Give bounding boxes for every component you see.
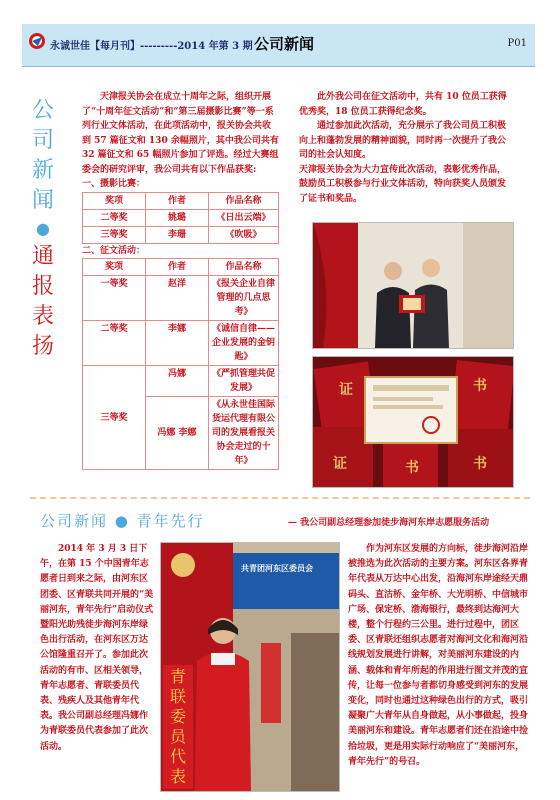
work-cell: 《日出云端》 (209, 209, 279, 226)
col-award: 奖项 (83, 259, 146, 276)
author-cell: 赵洋 (146, 276, 209, 321)
award-ceremony-photo (312, 222, 514, 349)
section2-left-text (40, 542, 155, 755)
article-right-column (299, 90, 511, 206)
award-cell: 二等奖 (83, 321, 146, 366)
essay-award-table (82, 258, 279, 470)
sign-char: 青 (169, 667, 186, 686)
work-cell: 《严抓管理共促发展》 (209, 366, 279, 397)
certificates-photo (312, 356, 514, 488)
sign-char: 员 (169, 727, 186, 746)
sign-char: 代 (169, 747, 186, 766)
photo-award-table (82, 192, 279, 244)
work-cell: 《吹吸》 (209, 226, 279, 243)
author-cell: 冯娜 李娜 (146, 397, 209, 470)
author-cell: 冯娜 (146, 366, 209, 397)
vertical-char: 闻 (31, 188, 54, 213)
sign-char: 委 (169, 707, 186, 726)
vertical-char: 新 (31, 158, 54, 183)
representative-sign (163, 665, 193, 789)
page-number: P01 (507, 38, 527, 49)
sign-char: 表 (169, 767, 186, 786)
article-left-column (82, 90, 279, 470)
brand-issue: 永诚世佳【每月刊】---------2014 年第 3 期 (50, 41, 253, 52)
col-work: 作品名称 (209, 259, 279, 276)
col-work: 作品名称 (209, 192, 279, 209)
certificate-char: 证 (333, 456, 347, 472)
certificate-char: 书 (473, 456, 487, 472)
vertical-char: 表 (31, 304, 54, 329)
award-cell: 二等奖 (83, 209, 146, 226)
section2-subtitle: — 我公司副总经理参加徒步海河东岸志愿服务活动 (288, 518, 490, 528)
paragraph: 此外我公司在征文活动中，共有 10 位员工获得优秀奖，18 位员工获得纪念奖。 (299, 92, 507, 117)
certificate-char: 证 (339, 382, 353, 398)
vertical-char: 司 (31, 128, 54, 153)
award-ceremony-image (313, 223, 513, 348)
table-row (83, 226, 279, 243)
author-cell: 李珊 (146, 226, 209, 243)
col-author: 作者 (146, 192, 209, 209)
work-cell: 《报关企业自律管理的几点思考》 (209, 276, 279, 321)
header-title: 公司新闻 (254, 35, 315, 53)
section2-right-text (348, 542, 528, 770)
vertical-char: 扬 (31, 334, 54, 359)
table-row (83, 366, 279, 397)
col-author: 作者 (146, 259, 209, 276)
author-cell: 姚璐 (146, 209, 209, 226)
work-cell: 《从永世佳国际货运代理有限公司的发展看报关协会走过的十年》 (209, 397, 279, 470)
author-cell: 李娜 (146, 321, 209, 366)
table-row (83, 209, 279, 226)
col-award: 奖项 (83, 192, 146, 209)
award-cell: 三等奖 (83, 366, 146, 470)
work-cell: 《诚信自律——企业发展的金钥匙》 (209, 321, 279, 366)
volunteer-photo (160, 542, 340, 792)
bullet-dot: ● (36, 219, 50, 238)
article-intro: 天津报关协会在成立十周年之际，组织开展了“十周年征文活动”和“第三届摄影比赛”等一系列行业文体活动，在此项活动中，报关协会共收到 57 篇征文和 130 余幅照片，其中我公司共有 32 篇征文和 65 幅照片参加了评选。经过大赛组委会的研究评审，我公司共有以下作品获奖: (82, 92, 279, 175)
vertical-char: 公 (31, 98, 54, 123)
paragraph: 2014 年 3 月 3 日下午，在第 15 个中国青年志愿者日到来之际，由河东区团委、区青联共同开展的“美丽河东，青年先行”启动仪式暨阳光助残徒步海河东岸绿色出行活动，在河东区万达公馆隆重召开了。参加此次活动的有市、区相关领导，青年志愿者、青联委员代表、残疾人及其他青年代表。我公司副总经理冯娜作为青联委员代表参加了此次活动。 (40, 544, 154, 752)
photo-contest-heading: 一、摄影比赛： (82, 179, 146, 189)
vertical-char: 报 (31, 274, 54, 299)
table-row (83, 276, 279, 321)
certificate-char: 书 (473, 378, 487, 394)
table-row (83, 321, 279, 366)
award-cell: 三等奖 (83, 226, 146, 243)
certificate-char: 书 (405, 460, 419, 476)
banner-text: 共青团河东区委员会 (241, 563, 313, 573)
vertical-char: 通 (31, 244, 54, 269)
paragraph: 通过参加此次活动，充分展示了我公司员工积极向上和蓬勃发展的精神面貌，同时再一次提升了我公司的社会认知度。 (299, 121, 507, 160)
essay-contest-heading: 二、征文活动： (82, 245, 146, 256)
vertical-section-title (28, 96, 58, 362)
paragraph: 作为河东区发展的方向标，徒步海河沿岸被推选为此次活动的主要方案。河东区各界青年代表从万达中心出发，沿海河东岸途经天鼎码头、直沽桥、金年桥、大光明桥、中信城市广场、保定桥、渤海银行，最终到达海河大楼，整个行程约三公里。进行过程中，团区委、区青联还组织志愿者对海河文化和海河沿线规划发展进行讲解，对美丽河东建设的内涵、载体和青年所起的作用进行图文并茂的宣传，让每一位参与者都切身感受到河东的发展变化，同时也通过这种绿色出行的方式，吸引凝聚广大青年从自身做起，从小事做起，投身美丽河东和建设。青年志愿者们还在沿途中捡拾垃圾，更是用实际行动响应了“美丽河东，青年先行”的号召。 (348, 544, 529, 767)
award-cell: 一等奖 (83, 276, 146, 321)
section2-title: 公司新闻 ● 青年先行 (40, 512, 205, 530)
company-logo (28, 32, 46, 50)
sign-char: 联 (169, 687, 186, 706)
page-header (22, 24, 535, 67)
paragraph: 天津报关协会为大力宣传此次活动，表彰优秀作品，鼓励员工积极参与行业文体活动，特向获奖人员颁发了证书和奖品。 (299, 164, 507, 204)
